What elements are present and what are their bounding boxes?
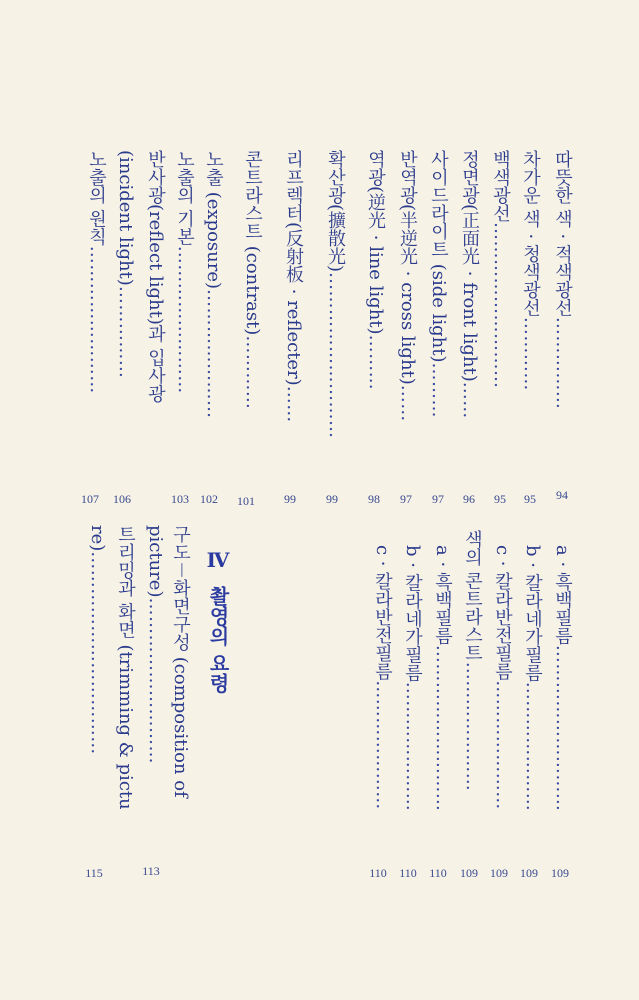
toc-page-number: 98 <box>368 492 380 506</box>
toc-entry: a · 흑백필름……………………… <box>552 545 573 812</box>
toc-entry: 트리밍과 화면 (trimming & pictu <box>115 525 136 810</box>
section-numeral: Ⅳ <box>206 548 230 572</box>
toc-entry: 사이드라이트 (side light)……… <box>428 150 449 419</box>
toc-page-number: 94 <box>556 488 568 502</box>
toc-page-number: 109 <box>460 866 478 880</box>
toc-page-number: 106 <box>113 492 131 506</box>
toc-page-number: 96 <box>463 492 475 506</box>
toc-entry: 색의 콘트라스트………………… <box>462 530 483 792</box>
toc-entry: 확산광(擴散光)……………………… <box>325 150 346 439</box>
toc-page-number: 102 <box>200 492 218 506</box>
toc-page-number: 109 <box>520 866 538 880</box>
toc-page-number: 101 <box>237 494 255 508</box>
toc-page-number: 110 <box>429 866 447 880</box>
toc-entry: re)…………………………… <box>87 525 108 755</box>
toc-entry: 콘트라스트 (contrast)………… <box>242 150 263 410</box>
toc-page-number: 97 <box>432 492 444 506</box>
toc-page-number: 109 <box>551 866 569 880</box>
toc-entry: 역광(逆光 · line light)……… <box>365 150 386 391</box>
toc-page-number: 107 <box>81 492 99 506</box>
toc-entry: picture)……………………… <box>145 525 166 764</box>
toc-page-number: 110 <box>369 866 387 880</box>
toc-page-number: 95 <box>524 492 536 506</box>
toc-page-number: 99 <box>326 492 338 506</box>
toc-entry: 노출의 원칙…………………… <box>86 150 107 394</box>
toc-entry: 노출의 기본…………………… <box>174 150 195 394</box>
toc-entry: 구도－화면구성 (composition of <box>170 525 191 798</box>
toc-entry: 노출 (exposure)………………… <box>203 150 224 419</box>
toc-entry: 백색광선……………………… <box>490 150 511 389</box>
toc-page-number: 115 <box>85 866 103 880</box>
toc-page-number: 109 <box>490 866 508 880</box>
toc-entry: 리프렉터(反射板 · reflecter)…… <box>283 150 304 423</box>
toc-page-number: 113 <box>142 864 160 878</box>
toc-page-number: 99 <box>284 492 296 506</box>
toc-entry: 따뜻한 색 · 적색광선…………… <box>552 150 573 410</box>
section-title: 촬영의 요령 <box>206 585 230 693</box>
toc-page-number: 95 <box>494 492 506 506</box>
toc-entry: 반역광(半逆光 · cross light)…… <box>397 150 418 422</box>
toc-entry: a · 흑백필름……………………… <box>432 545 453 812</box>
section-heading <box>204 548 230 748</box>
toc-entry: c · 칼라반전필름………………… <box>492 545 513 810</box>
toc-entry: c · 칼라반전필름………………… <box>372 545 393 810</box>
toc-page-number: 103 <box>171 492 189 506</box>
toc-page-number: 110 <box>399 866 417 880</box>
toc-entry: 반사광(reflect light)과 입사광 <box>145 150 166 403</box>
toc-entry: 정면광(正面光 · front light)…… <box>459 150 480 419</box>
toc-entry: b · 칼라네가필름………………… <box>402 545 423 812</box>
toc-entry: (incident light)…………… <box>115 150 136 379</box>
toc-page-number: 97 <box>400 492 412 506</box>
toc-entry: b · 칼라네가필름………………… <box>522 545 543 812</box>
toc-entry: 차가운 색 · 청색광선………… <box>520 150 541 391</box>
